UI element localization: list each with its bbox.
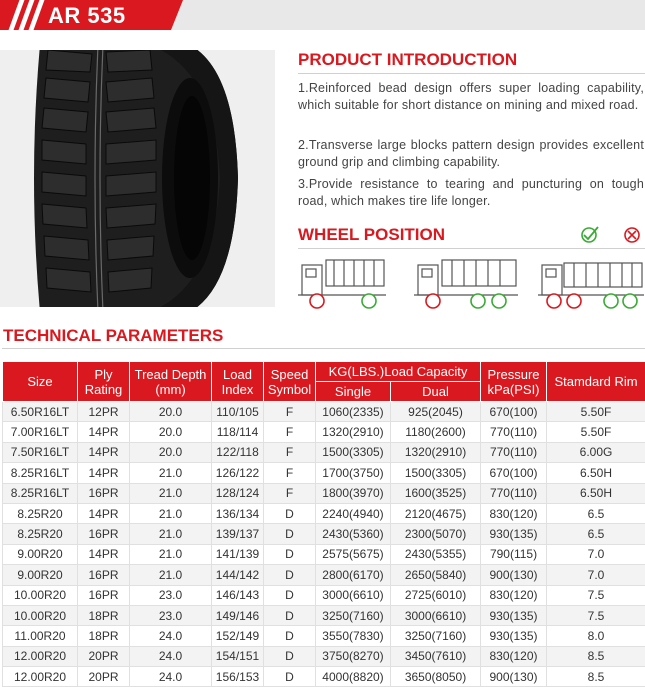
- table-cell: 2650(5840): [391, 565, 481, 585]
- table-cell: 2430(5355): [391, 544, 481, 564]
- table-cell: D: [264, 503, 316, 523]
- table-cell: 2430(5360): [316, 524, 391, 544]
- table-cell: 10.00R20: [3, 605, 78, 625]
- table-cell: 149/146: [212, 605, 264, 625]
- table-cell: F: [264, 422, 316, 442]
- table-row: [3, 667, 645, 687]
- table-cell: 21.0: [130, 503, 212, 523]
- table-cell: 1800(3970): [316, 483, 391, 503]
- table-cell: 8.25R16LT: [3, 483, 78, 503]
- table-cell: 21.0: [130, 483, 212, 503]
- table-cell: 6.5: [547, 503, 645, 523]
- table-cell: 930(135): [481, 524, 547, 544]
- table-cell: 23.0: [130, 605, 212, 625]
- table-cell: F: [264, 463, 316, 483]
- col-tread-depth: Tread Depth (mm): [130, 362, 212, 402]
- table-cell: 6.50R16LT: [3, 402, 78, 422]
- table-cell: 14PR: [78, 503, 130, 523]
- table-cell: 126/122: [212, 463, 264, 483]
- tire-image: [0, 50, 275, 307]
- table-cell: F: [264, 483, 316, 503]
- table-cell: 16PR: [78, 524, 130, 544]
- intro-point: 3.Provide resistance to tearing and puncturing on tough road, which makes tire life longer.: [298, 176, 644, 210]
- table-cell: 7.00R16LT: [3, 422, 78, 442]
- table-cell: 16PR: [78, 483, 130, 503]
- table-cell: 16PR: [78, 565, 130, 585]
- table-cell: 118/114: [212, 422, 264, 442]
- table-cell: 670(100): [481, 463, 547, 483]
- table-cell: 156/153: [212, 667, 264, 687]
- table-cell: D: [264, 565, 316, 585]
- table-cell: 20.0: [130, 402, 212, 422]
- table-cell: 154/151: [212, 646, 264, 666]
- table-cell: 136/134: [212, 503, 264, 523]
- table-cell: 770(110): [481, 422, 547, 442]
- table-cell: 925(2045): [391, 402, 481, 422]
- table-cell: 1180(2600): [391, 422, 481, 442]
- title-bar: [0, 0, 645, 30]
- table-cell: 14PR: [78, 422, 130, 442]
- table-cell: D: [264, 626, 316, 646]
- wheel-position-diagram: [296, 255, 645, 315]
- table-cell: 8.25R16LT: [3, 463, 78, 483]
- table-cell: 1700(3750): [316, 463, 391, 483]
- table-cell: 21.0: [130, 463, 212, 483]
- table-cell: 14PR: [78, 544, 130, 564]
- dump-truck-3-axle-icon: [414, 260, 518, 295]
- table-cell: 8.5: [547, 646, 645, 666]
- table-cell: 3000(6610): [391, 605, 481, 625]
- dump-truck-4-axle-icon: [538, 263, 644, 295]
- table-cell: 5.50F: [547, 402, 645, 422]
- table-cell: 23.0: [130, 585, 212, 605]
- table-cell: 3250(7160): [316, 605, 391, 625]
- wheel-position-legend: [579, 225, 645, 245]
- table-cell: 7.5: [547, 585, 645, 605]
- dump-truck-2-axle-icon: [298, 260, 386, 295]
- table-cell: 16PR: [78, 585, 130, 605]
- col-ply-rating: Ply Rating: [78, 362, 130, 402]
- table-cell: 7.0: [547, 565, 645, 585]
- table-cell: 3000(6610): [316, 585, 391, 605]
- table-cell: 8.5: [547, 667, 645, 687]
- col-load-capacity: KG(LBS.)Load Capacity: [316, 362, 481, 382]
- table-cell: 6.50H: [547, 463, 645, 483]
- table-cell: 3750(8270): [316, 646, 391, 666]
- table-cell: F: [264, 442, 316, 462]
- table-cell: 21.0: [130, 524, 212, 544]
- table-cell: 1500(3305): [391, 463, 481, 483]
- table-cell: 14PR: [78, 442, 130, 462]
- table-cell: 24.0: [130, 626, 212, 646]
- col-speed-symbol: Speed Symbol: [264, 362, 316, 402]
- col-load-index: Load Index: [212, 362, 264, 402]
- table-cell: D: [264, 605, 316, 625]
- table-cell: 3250(7160): [391, 626, 481, 646]
- table-cell: 128/124: [212, 483, 264, 503]
- table-cell: 1060(2335): [316, 402, 391, 422]
- table-cell: 900(130): [481, 565, 547, 585]
- table-cell: D: [264, 524, 316, 544]
- table-cell: 14PR: [78, 463, 130, 483]
- intro-divider: [298, 73, 645, 74]
- table-cell: 20PR: [78, 646, 130, 666]
- table-cell: 10.00R20: [3, 585, 78, 605]
- spec-table-header: [3, 362, 645, 402]
- table-cell: D: [264, 646, 316, 666]
- table-cell: 2725(6010): [391, 585, 481, 605]
- table-cell: F: [264, 402, 316, 422]
- table-cell: 12PR: [78, 402, 130, 422]
- table-cell: 790(115): [481, 544, 547, 564]
- table-cell: 3450(7610): [391, 646, 481, 666]
- spec-table: [2, 361, 645, 687]
- table-cell: 5.50F: [547, 422, 645, 442]
- table-cell: 2575(5675): [316, 544, 391, 564]
- wheel-position-divider: [298, 248, 645, 249]
- table-row: [3, 483, 645, 503]
- intro-point: 1.Reinforced bead design offers super loading capability, which suitable for short distance on mining and mixed road.: [298, 80, 644, 114]
- table-cell: 900(130): [481, 667, 547, 687]
- col-single: Single: [316, 382, 391, 402]
- table-cell: 146/143: [212, 585, 264, 605]
- table-cell: 670(100): [481, 402, 547, 422]
- table-cell: 8.25R20: [3, 503, 78, 523]
- table-row: [3, 544, 645, 564]
- table-cell: 144/142: [212, 565, 264, 585]
- table-row: [3, 422, 645, 442]
- table-cell: 20.0: [130, 442, 212, 462]
- check-circle-icon: [582, 227, 598, 242]
- table-row: [3, 646, 645, 666]
- table-cell: D: [264, 544, 316, 564]
- table-cell: 2240(4940): [316, 503, 391, 523]
- table-cell: 930(135): [481, 626, 547, 646]
- table-cell: 24.0: [130, 646, 212, 666]
- table-cell: 12.00R20: [3, 646, 78, 666]
- table-cell: 20PR: [78, 667, 130, 687]
- table-cell: 1600(3525): [391, 483, 481, 503]
- table-row: [3, 442, 645, 462]
- col-dual: Dual: [391, 382, 481, 402]
- table-cell: 3550(7830): [316, 626, 391, 646]
- table-cell: 9.00R20: [3, 565, 78, 585]
- table-cell: 21.0: [130, 544, 212, 564]
- table-cell: 9.00R20: [3, 544, 78, 564]
- table-cell: 8.25R20: [3, 524, 78, 544]
- table-cell: 1320(2910): [391, 442, 481, 462]
- table-row: [3, 503, 645, 523]
- spec-table-body: [3, 402, 645, 687]
- table-cell: 6.5: [547, 524, 645, 544]
- intro-point: 2.Transverse large blocks pattern design provides excellent ground grip and climbing capability.: [298, 137, 644, 171]
- table-cell: 12.00R20: [3, 667, 78, 687]
- table-row: [3, 585, 645, 605]
- table-cell: 21.0: [130, 565, 212, 585]
- table-row: [3, 463, 645, 483]
- col-pressure: Pressure kPa(PSI): [481, 362, 547, 402]
- tech-params-heading: TECHNICAL PARAMETERS: [3, 326, 223, 346]
- table-cell: 770(110): [481, 442, 547, 462]
- table-cell: 770(110): [481, 483, 547, 503]
- table-row: [3, 402, 645, 422]
- table-cell: 110/105: [212, 402, 264, 422]
- table-cell: 2120(4675): [391, 503, 481, 523]
- table-cell: D: [264, 585, 316, 605]
- table-cell: 930(135): [481, 605, 547, 625]
- table-cell: 8.0: [547, 626, 645, 646]
- table-cell: 1320(2910): [316, 422, 391, 442]
- table-cell: 20.0: [130, 422, 212, 442]
- table-cell: D: [264, 667, 316, 687]
- table-row: [3, 524, 645, 544]
- table-cell: 141/139: [212, 544, 264, 564]
- table-cell: 3650(8050): [391, 667, 481, 687]
- table-cell: 7.0: [547, 544, 645, 564]
- intro-heading: PRODUCT INTRODUCTION: [298, 50, 517, 70]
- table-cell: 11.00R20: [3, 626, 78, 646]
- table-cell: 1500(3305): [316, 442, 391, 462]
- table-cell: 6.50H: [547, 483, 645, 503]
- cross-circle-icon: [625, 228, 639, 242]
- table-cell: 139/137: [212, 524, 264, 544]
- tech-params-divider: [2, 348, 645, 349]
- table-cell: 18PR: [78, 605, 130, 625]
- table-cell: 18PR: [78, 626, 130, 646]
- table-row: [3, 605, 645, 625]
- col-size: Size: [3, 362, 78, 402]
- table-cell: 122/118: [212, 442, 264, 462]
- table-cell: 6.00G: [547, 442, 645, 462]
- table-row: [3, 626, 645, 646]
- table-cell: 7.5: [547, 605, 645, 625]
- table-cell: 4000(8820): [316, 667, 391, 687]
- wheel-position-heading: WHEEL POSITION: [298, 225, 445, 245]
- table-row: [3, 565, 645, 585]
- table-cell: 830(120): [481, 646, 547, 666]
- table-cell: 24.0: [130, 667, 212, 687]
- table-cell: 7.50R16LT: [3, 442, 78, 462]
- tire-illustration: [0, 50, 275, 307]
- table-cell: 152/149: [212, 626, 264, 646]
- table-cell: 2300(5070): [391, 524, 481, 544]
- product-title: AR 535: [48, 3, 126, 29]
- table-cell: 2800(6170): [316, 565, 391, 585]
- col-standard-rim: Stamdard Rim: [547, 362, 645, 402]
- table-cell: 830(120): [481, 503, 547, 523]
- table-cell: 830(120): [481, 585, 547, 605]
